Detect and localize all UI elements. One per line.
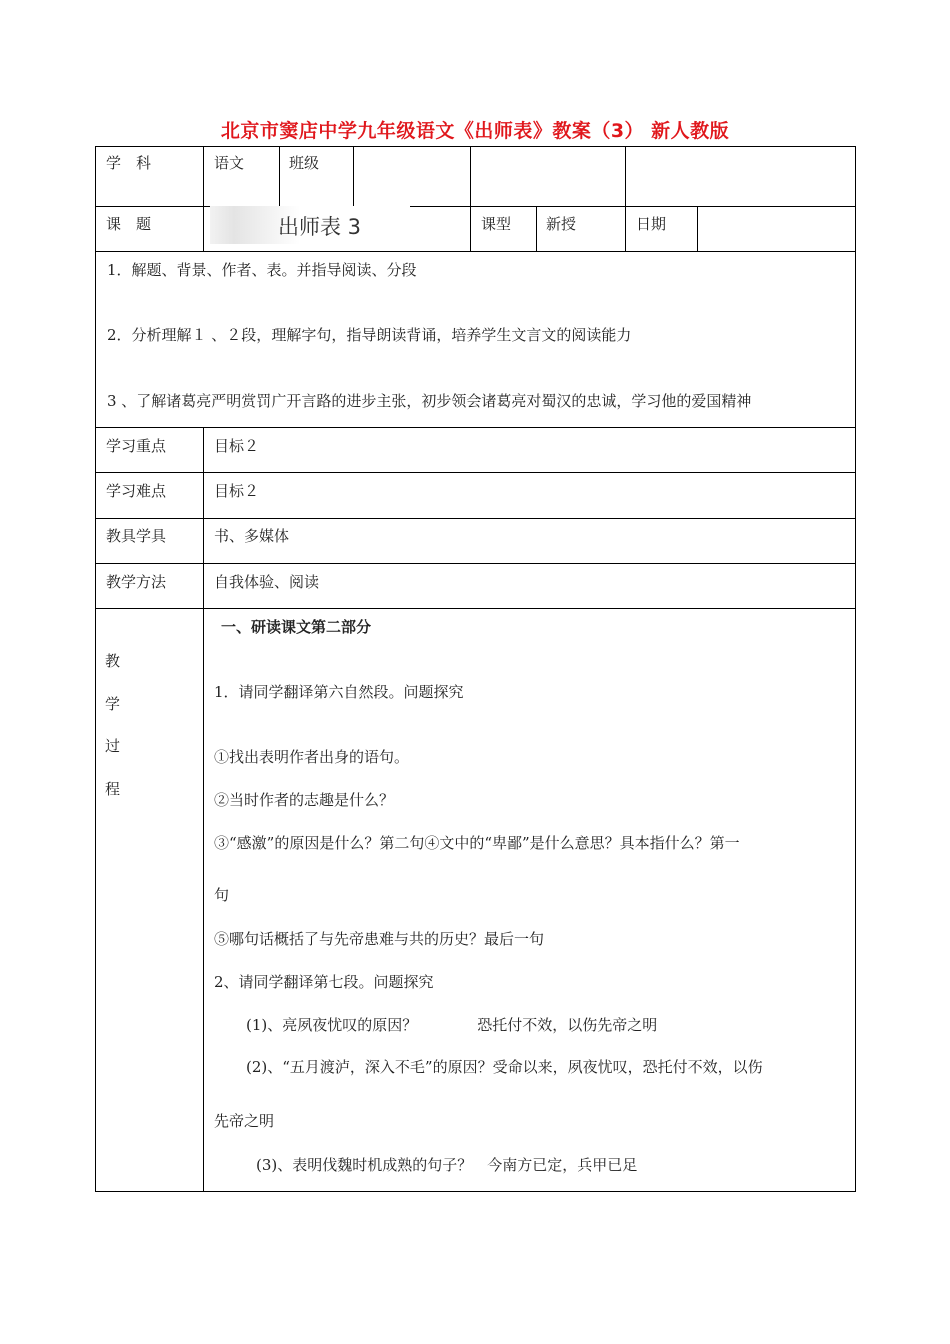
table-row-divider — [95, 563, 856, 564]
table-col-divider — [470, 146, 471, 252]
topic-value: 出师表 3 — [278, 215, 362, 239]
table-row-divider — [95, 427, 856, 428]
table-border-top — [95, 146, 856, 147]
table-row-divider — [95, 608, 856, 609]
process-line: ③“感激”的原因是什么？第二句④文中的“卑鄙”是什么意思？具本指什么？第一 — [214, 834, 740, 852]
row-label: 学习难点 — [106, 482, 167, 500]
table-col-divider — [203, 146, 204, 252]
table-col-divider — [203, 427, 204, 1192]
table-col-divider — [625, 146, 626, 207]
row-value: 书、多媒体 — [214, 527, 290, 545]
class-label: 班级 — [289, 154, 320, 172]
process-line: 2、请同学翻译第七段。问题探究 — [214, 973, 434, 991]
table-col-divider — [536, 206, 537, 252]
row-value: 目标２ — [214, 482, 260, 500]
table-row-divider — [95, 518, 856, 519]
row-value: 目标２ — [214, 437, 260, 455]
row-label: 教具学具 — [106, 527, 167, 545]
row-value: 自我体验、阅读 — [214, 573, 320, 591]
process-line: 句 — [214, 886, 230, 904]
process-line: 先帝之明 — [214, 1112, 275, 1130]
table-row-divider — [95, 251, 856, 252]
process-line: ②当时作者的志趣是什么？ — [214, 791, 395, 809]
type-label: 课型 — [481, 215, 512, 233]
process-line: (1)、亮夙夜忧叹的原因？ 恐托付不效，以伤先帝之明 — [246, 1016, 658, 1034]
topic-label: 课 题 — [106, 215, 152, 233]
table-col-divider — [697, 206, 698, 252]
section-title: 一、研读课文第二部分 — [221, 618, 372, 636]
process-label-char: 程 — [105, 780, 121, 798]
row-label: 教学方法 — [106, 573, 167, 591]
subject-label: 学 科 — [106, 154, 152, 172]
table-col-divider — [279, 146, 280, 207]
process-label-char: 过 — [105, 737, 121, 755]
table-border-left — [95, 146, 96, 1192]
date-label: 日期 — [636, 215, 667, 233]
table-row-divider — [95, 472, 856, 473]
process-label-char: 学 — [105, 695, 121, 713]
table-border-right — [855, 146, 856, 1192]
process-line: 1．请同学翻译第六自然段。问题探究 — [214, 683, 464, 701]
document-title: 北京市窦店中学九年级语文《出师表》教案（3） 新人教版 — [220, 120, 730, 142]
type-value: 新授 — [546, 215, 577, 233]
goal-item: 3 、了解诸葛亮严明赏罚广开言路的进步主张，初步领会诸葛亮对蜀汉的忠诚，学习他的爱国精神 — [107, 392, 752, 410]
process-line: (3)、表明伐魏时机成熟的句子？ 今南方已定，兵甲已足 — [256, 1156, 638, 1174]
process-line: ①找出表明作者出身的语句。 — [214, 748, 410, 766]
process-line: (2)、“五月渡泸，深入不毛”的原因？受命以来，夙夜忧叹，恐托付不效，以伤 — [246, 1058, 763, 1076]
table-col-divider — [353, 146, 354, 207]
goal-item: 2．分析理解１ 、２段，理解字句，指导朗读背诵，培养学生文言文的阅读能力 — [107, 326, 632, 344]
row-label: 学习重点 — [106, 437, 167, 455]
table-border-bottom — [95, 1191, 856, 1192]
process-label-char: 教 — [105, 652, 121, 670]
subject-value: 语文 — [214, 154, 245, 172]
process-line: ⑤哪句话概括了与先帝患难与共的历史？最后一句 — [214, 930, 545, 948]
goal-item: 1．解题、背景、作者、表。并指导阅读、分段 — [107, 261, 417, 279]
table-col-divider — [625, 206, 626, 252]
